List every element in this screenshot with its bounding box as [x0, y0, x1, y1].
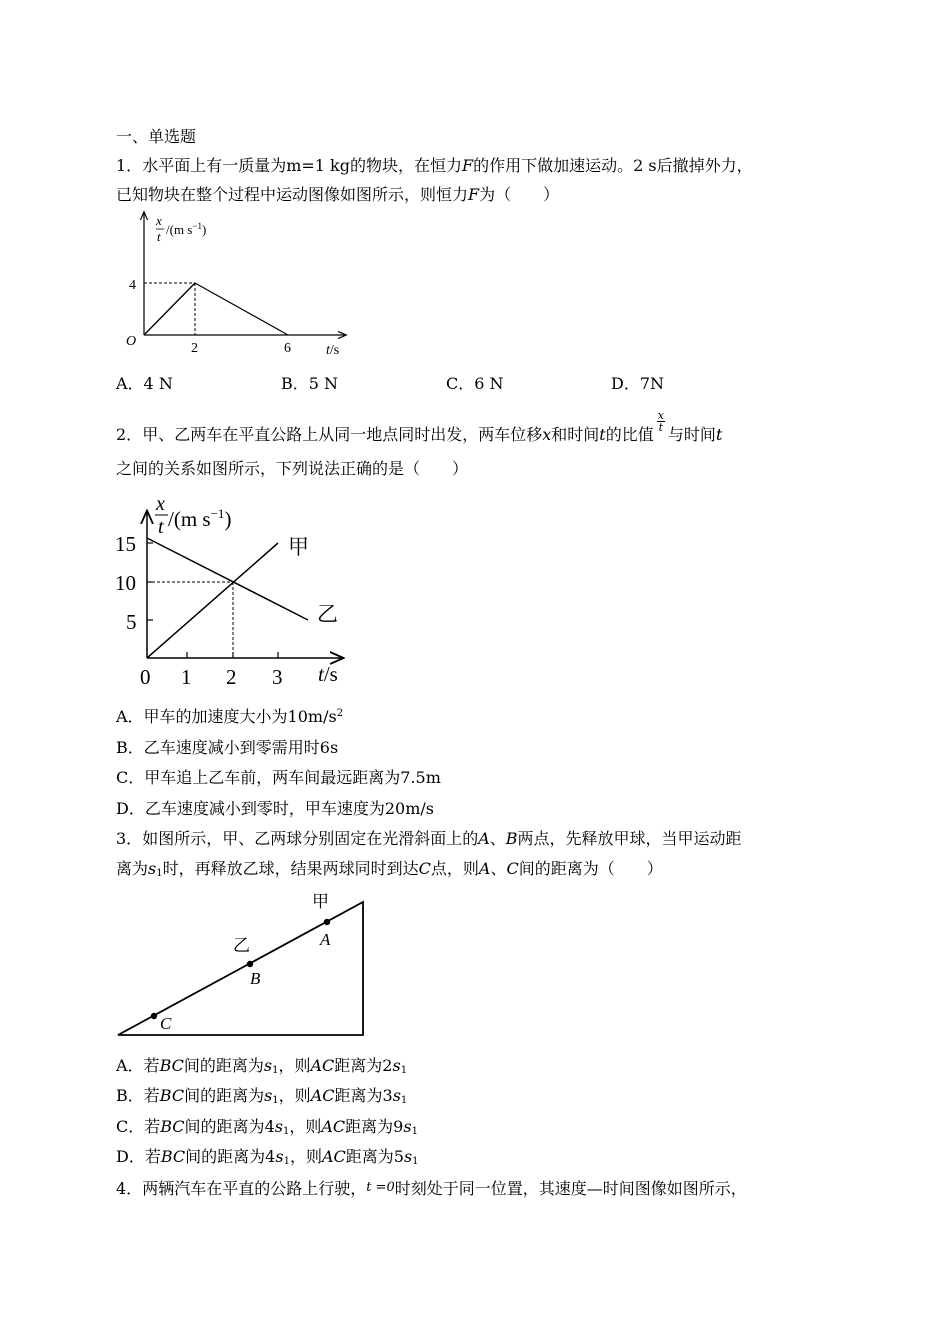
q3-option-b: B．若BC间的距离为$s_1$，则AC距离为$3s_1$ [116, 1086, 408, 1106]
q1-xtick-6: 6 [284, 341, 291, 356]
q1-ytick-4: 4 [129, 278, 136, 293]
q2-xtick-3: 3 [272, 665, 283, 689]
q3-point-b [247, 961, 253, 967]
q2-option-b: B．乙车速度减小到零需用时6s [116, 738, 339, 757]
q2-xlabel: t/s [318, 662, 338, 686]
q3-option-c: C．若BC间的距离为$4s_1$，则AC距离为$9s_1$ [116, 1117, 418, 1137]
q3-option-d: D．若BC间的距离为$4s_1$，则AC距离为$5s_1$ [116, 1147, 419, 1167]
q2-ylabel-unit: /(m $s^{-1}$) [168, 506, 232, 531]
q4-number: 4． [116, 1179, 143, 1198]
q2-ratio: $\frac{x}{t}$ [657, 409, 664, 434]
q4-t-expr: t =0 [366, 1180, 395, 1195]
q1-option-b: B．5 N [281, 374, 339, 393]
q3-label-c: C [160, 1014, 172, 1033]
q2-graph [110, 490, 360, 695]
q4-line1: 4．两辆汽车在平直的公路上行驶，t =0时刻处于同一位置，其速度—时间图像如图所示， [116, 1179, 747, 1198]
q1-xlabel: t/s [326, 343, 340, 358]
q1-xtick-2: 2 [191, 341, 198, 356]
q1-option-c: C．6 N [446, 374, 504, 393]
q1-option-d: D．7N [611, 374, 665, 393]
q2-ytick-15: 15 [115, 532, 136, 556]
q3-number: 3． [116, 829, 143, 848]
q2-option-d: D．乙车速度减小到零时，甲车速度为20m/s [116, 799, 434, 818]
q2-number: 2． [116, 425, 143, 444]
q1-origin: O [126, 334, 137, 349]
q2-ylabel-num: x [156, 493, 165, 515]
q2-label-yi: 乙 [317, 602, 338, 626]
q2-line2: 之间的关系如图所示，下列说法正确的是（ ） [116, 459, 469, 478]
q1-graph [120, 205, 360, 365]
q3-point-c [151, 1013, 157, 1019]
q1-ylabel-num: x [156, 213, 162, 228]
q1-ylabel-den: t [157, 229, 161, 244]
q3-label-jia: 甲 [312, 892, 329, 911]
q2-label-jia: 甲 [288, 535, 309, 559]
q3-label-b: B [250, 969, 261, 988]
q2-xtick-2: 2 [226, 665, 237, 689]
q3-label-yi: 乙 [233, 936, 250, 955]
q1-number: 1． [116, 156, 143, 175]
q1-line1: 1．水平面上有一质量为m=1 kg的物块，在恒力F的作用下做加速运动。2 s后撤掉外力， [116, 156, 753, 175]
q2-ylabel-den: t [158, 516, 164, 538]
q1-line-decel [195, 283, 288, 335]
q3-point-a [324, 919, 330, 925]
q3-figure [110, 885, 370, 1040]
q2-line-jia [147, 543, 278, 658]
q2-ytick-5: 5 [126, 610, 137, 634]
q1-option-a: A．4 N [116, 374, 173, 393]
q3-label-a: A [320, 930, 331, 949]
q2-line1: 2．甲、乙两车在平直公路上从同一地点同时出发，两车位移x和时间t的比值 $\frac{x}{t}$ 与时间t [116, 409, 723, 444]
q3-option-a: A．若BC间的距离为$s_1$，则AC距离为$2s_1$ [116, 1056, 408, 1076]
q2-xtick-1: 1 [181, 665, 192, 689]
q2-ytick-10: 10 [115, 571, 136, 595]
q1-ylabel-unit: /(m $s^{-1}$) [166, 221, 207, 237]
q3-line1: 3．如图所示，甲、乙两球分别固定在光滑斜面上的A、B两点，先释放甲球，当甲运动距 [116, 829, 742, 848]
q2-option-c: C．甲车追上乙车前，两车间最远距离为7.5m [116, 768, 441, 787]
q2-line-yi [147, 538, 308, 620]
q2-option-a: A．甲车的加速度大小为$10m/s^2$ [116, 707, 344, 726]
q2-xtick-0: 0 [140, 665, 151, 689]
q1-line2: 已知物块在整个过程中运动图像如图所示，则恒力F为（ ） [116, 185, 560, 204]
q3-line2: 离为$s_1$时，再释放乙球，结果两球同时到达C点，则A、C间的距离为（ ） [116, 859, 663, 879]
section-title: 一、单选题 [116, 127, 197, 146]
